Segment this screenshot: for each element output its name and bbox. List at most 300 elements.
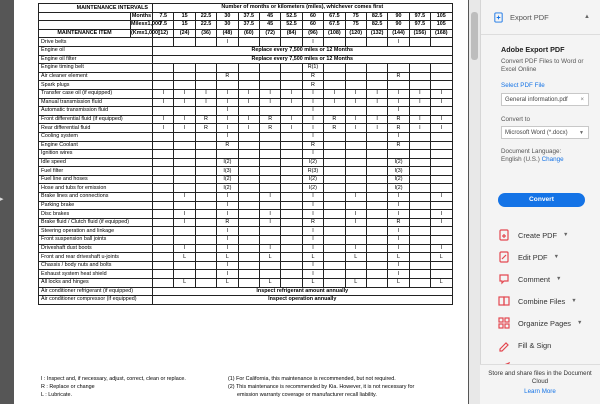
schedule-cell <box>153 81 174 90</box>
schedule-cell <box>195 141 216 150</box>
schedule-cell <box>238 244 259 253</box>
schedule-cell <box>409 210 430 219</box>
miles-row-value: 60 <box>302 21 323 30</box>
schedule-cell: L <box>217 279 238 288</box>
schedule-cell <box>324 167 345 176</box>
schedule-cell <box>259 201 280 210</box>
schedule-cell <box>431 81 452 90</box>
span-note: Inspect refrigerant amount annually <box>153 287 452 296</box>
schedule-cell <box>281 244 302 253</box>
schedule-cell <box>153 236 174 245</box>
schedule-cell <box>366 201 387 210</box>
schedule-cell: I <box>431 193 452 202</box>
schedule-cell <box>431 38 452 47</box>
schedule-cell <box>195 184 216 193</box>
schedule-cell <box>431 132 452 141</box>
schedule-cell <box>153 193 174 202</box>
schedule-cell <box>238 150 259 159</box>
table-row <box>39 46 453 55</box>
maintenance-item: Drive belts <box>39 38 153 47</box>
schedule-cell <box>345 184 366 193</box>
chevron-up-icon[interactable]: ▲ <box>584 14 590 20</box>
schedule-cell <box>366 141 387 150</box>
table-row <box>39 253 453 262</box>
schedule-cell: I <box>409 89 430 98</box>
schedule-cell: I <box>431 98 452 107</box>
km-row-value: (24) <box>174 29 195 38</box>
schedule-cell: I <box>345 193 366 202</box>
schedule-cell <box>153 38 174 47</box>
schedule-cell <box>195 64 216 73</box>
schedule-cell: I(2) <box>388 175 409 184</box>
table-row <box>39 287 453 296</box>
miles-row-value: 22.5 <box>195 21 216 30</box>
schedule-cell: L <box>345 253 366 262</box>
schedule-cell: I <box>217 236 238 245</box>
table-row <box>39 184 453 193</box>
schedule-cell <box>281 158 302 167</box>
schedule-cell: R <box>388 141 409 150</box>
schedule-cell <box>174 167 195 176</box>
schedule-cell <box>366 175 387 184</box>
km-row-value: (168) <box>431 29 452 38</box>
schedule-cell: I <box>388 210 409 219</box>
schedule-cell <box>324 107 345 116</box>
schedule-cell <box>259 38 280 47</box>
schedule-cell <box>409 236 430 245</box>
schedule-cell <box>195 236 216 245</box>
schedule-cell <box>324 175 345 184</box>
maintenance-item: Cooling system <box>39 132 153 141</box>
schedule-cell: I <box>409 115 430 124</box>
schedule-cell: R <box>302 81 323 90</box>
schedule-cell <box>324 236 345 245</box>
interval-description-header: Number of months or kilometers (miles), whichever comes first <box>153 4 452 13</box>
convert-button[interactable]: Convert <box>498 193 585 207</box>
schedule-cell: I <box>302 201 323 210</box>
maintenance-schedule-table <box>38 3 453 305</box>
km-row-value: (120) <box>345 29 366 38</box>
schedule-cell <box>259 236 280 245</box>
maintenance-item: Fuel filter <box>39 167 153 176</box>
footnotes <box>228 376 458 399</box>
schedule-cell <box>195 167 216 176</box>
tool-create-pdf[interactable] <box>498 224 582 246</box>
table-row <box>39 270 453 279</box>
schedule-cell: I <box>345 218 366 227</box>
schedule-cell <box>153 167 174 176</box>
maintenance-item: Automatic transmission fluid <box>39 107 153 116</box>
chevron-down-icon[interactable]: ▼ <box>571 298 577 304</box>
schedule-cell <box>281 175 302 184</box>
schedule-cell: I <box>431 210 452 219</box>
schedule-cell <box>238 184 259 193</box>
schedule-cell <box>153 107 174 116</box>
schedule-cell: I <box>388 227 409 236</box>
schedule-cell <box>366 81 387 90</box>
schedule-cell: I <box>431 115 452 124</box>
maintenance-item: Steering operation and linkage <box>39 227 153 236</box>
tool-label: Fill & Sign <box>518 340 552 350</box>
scrollbar-thumb[interactable] <box>471 12 478 60</box>
schedule-cell <box>324 218 345 227</box>
schedule-cell <box>195 81 216 90</box>
schedule-cell <box>195 261 216 270</box>
months-row-value: 82.5 <box>366 12 387 21</box>
schedule-cell <box>431 201 452 210</box>
schedule-cell <box>174 64 195 73</box>
learn-more-link[interactable]: Learn More <box>524 388 556 395</box>
table-row <box>39 193 453 202</box>
schedule-cell <box>259 270 280 279</box>
table-row <box>39 132 453 141</box>
schedule-cell <box>366 64 387 73</box>
pdf-page <box>14 0 468 404</box>
schedule-cell: I <box>217 227 238 236</box>
schedule-cell: I <box>153 89 174 98</box>
schedule-cell <box>153 64 174 73</box>
schedule-cell: I <box>281 115 302 124</box>
tools-list <box>498 224 582 378</box>
schedule-cell: I <box>174 193 195 202</box>
schedule-cell <box>174 150 195 159</box>
schedule-cell: R <box>388 72 409 81</box>
maintenance-item: Front suspension ball joints <box>39 236 153 245</box>
maintenance-item: Parking brake <box>39 201 153 210</box>
schedule-cell: I <box>238 89 259 98</box>
table-row <box>39 236 453 245</box>
schedule-cell: I(2) <box>217 184 238 193</box>
schedule-cell: I <box>345 210 366 219</box>
schedule-cell <box>431 236 452 245</box>
footnote-line: emission warranty coverage or manufacturer recall liability. <box>237 391 377 398</box>
schedule-cell: I <box>302 261 323 270</box>
schedule-cell: I <box>324 98 345 107</box>
schedule-cell <box>366 236 387 245</box>
schedule-cell <box>388 81 409 90</box>
schedule-cell: L <box>259 253 280 262</box>
miles-row-value: 52.5 <box>281 21 302 30</box>
legend-line: I : Inspect and, if necessary, adjust, correct, clean or replace. <box>41 376 186 382</box>
file-name: General information.pdf <box>505 96 568 103</box>
maintenance-item: Chassis / body nuts and bolts <box>39 261 153 270</box>
schedule-cell: I <box>302 38 323 47</box>
comment-icon <box>498 273 510 285</box>
table-row <box>39 64 453 73</box>
schedule-cell: I <box>388 132 409 141</box>
schedule-cell: I <box>431 89 452 98</box>
schedule-cell <box>281 261 302 270</box>
schedule-cell <box>281 167 302 176</box>
schedule-cell: I <box>217 98 238 107</box>
chevron-down-icon[interactable]: ▼ <box>577 320 583 326</box>
schedule-cell: R <box>302 141 323 150</box>
schedule-cell: I <box>388 38 409 47</box>
schedule-cell: I <box>366 98 387 107</box>
schedule-cell <box>195 244 216 253</box>
table-row <box>39 124 453 133</box>
schedule-cell <box>238 141 259 150</box>
schedule-cell <box>409 253 430 262</box>
format-select[interactable] <box>501 126 589 139</box>
months-row-value: 75 <box>345 12 366 21</box>
schedule-cell: R <box>217 72 238 81</box>
export-pdf-header[interactable] <box>481 0 600 35</box>
schedule-cell <box>409 201 430 210</box>
schedule-cell: I(2) <box>388 184 409 193</box>
schedule-cell <box>259 141 280 150</box>
schedule-cell: I <box>217 89 238 98</box>
km-row-label: (Kmx1,000) <box>131 30 160 37</box>
schedule-cell: I(2) <box>302 158 323 167</box>
schedule-cell <box>345 72 366 81</box>
schedule-cell <box>238 64 259 73</box>
schedule-cell <box>281 210 302 219</box>
table-row <box>39 227 453 236</box>
schedule-cell <box>238 261 259 270</box>
schedule-cell <box>238 193 259 202</box>
schedule-cell <box>366 72 387 81</box>
schedule-cell: I(2) <box>302 175 323 184</box>
table-row <box>39 98 453 107</box>
schedule-cell: I(2) <box>217 158 238 167</box>
km-row-value: (72) <box>259 29 280 38</box>
schedule-cell <box>431 107 452 116</box>
schedule-cell <box>281 132 302 141</box>
schedule-cell <box>174 158 195 167</box>
schedule-cell <box>281 236 302 245</box>
schedule-cell: I <box>388 89 409 98</box>
maintenance-item: Brake lines and connections <box>39 193 153 202</box>
schedule-cell <box>345 236 366 245</box>
schedule-cell <box>153 279 174 288</box>
schedule-cell: I <box>195 98 216 107</box>
schedule-cell: I <box>281 124 302 133</box>
table-row <box>39 55 453 64</box>
schedule-cell: I <box>259 218 280 227</box>
schedule-cell <box>238 81 259 90</box>
schedule-cell <box>281 227 302 236</box>
schedule-cell <box>431 158 452 167</box>
months-row-value: 67.5 <box>324 12 345 21</box>
schedule-cell <box>195 132 216 141</box>
schedule-cell <box>217 64 238 73</box>
schedule-cell <box>153 150 174 159</box>
schedule-cell <box>345 38 366 47</box>
blank-cell <box>39 12 131 21</box>
schedule-cell: R <box>388 218 409 227</box>
schedule-cell <box>153 141 174 150</box>
schedule-cell: I <box>238 115 259 124</box>
schedule-cell: I <box>302 89 323 98</box>
miles-row-value: 67.5 <box>324 21 345 30</box>
miles-row-value: 75 <box>345 21 366 30</box>
vertical-scrollbar[interactable] <box>469 0 480 404</box>
schedule-cell <box>324 81 345 90</box>
schedule-cell <box>174 201 195 210</box>
schedule-cell <box>324 38 345 47</box>
maintenance-item: All locks and hinges <box>39 279 153 288</box>
schedule-cell <box>409 184 430 193</box>
schedule-cell: I <box>388 270 409 279</box>
schedule-cell <box>366 107 387 116</box>
schedule-cell: I <box>409 98 430 107</box>
export-description: Convert PDF Files to Word or Excel Online <box>501 58 584 73</box>
months-row-value: 60 <box>302 12 323 21</box>
schedule-cell: R <box>195 115 216 124</box>
chevron-down-icon[interactable]: ▼ <box>553 254 560 260</box>
km-row-value: (12) <box>153 29 174 38</box>
schedule-cell <box>431 141 452 150</box>
schedule-cell <box>409 132 430 141</box>
schedule-cell <box>153 184 174 193</box>
schedule-cell <box>324 227 345 236</box>
schedule-cell: I <box>281 89 302 98</box>
language-value: English (U.S.) <box>501 156 540 163</box>
selected-file-field[interactable] <box>501 93 589 106</box>
schedule-cell: I <box>345 98 366 107</box>
chevron-down-icon[interactable]: ▼ <box>563 232 569 238</box>
table-row <box>39 115 453 124</box>
maintenance-item: Fuel line and hoses <box>39 175 153 184</box>
table-row <box>39 167 453 176</box>
tool-label: Combine Files <box>518 296 566 306</box>
months-row-value: 90 <box>388 12 409 21</box>
schedule-cell: I <box>366 124 387 133</box>
schedule-cell <box>324 141 345 150</box>
months-row-value: 37.5 <box>238 12 259 21</box>
km-row-value: (156) <box>409 29 430 38</box>
schedule-cell <box>409 218 430 227</box>
clear-file-icon[interactable]: × <box>580 96 584 103</box>
km-row-value: (36) <box>195 29 216 38</box>
promo-text: Store and share files in the Document Cloud <box>488 370 592 385</box>
miles-row-label: Milesx1,000 <box>131 21 161 28</box>
span-note: Inspect operation annually <box>153 296 452 305</box>
schedule-cell <box>366 218 387 227</box>
tool-organize-pages[interactable] <box>498 312 582 334</box>
footnote-line: (2) This maintenance is recommended by Kia. However, it is not necessary for <box>228 383 415 390</box>
maintenance-item: Air conditioner refrigerant (if equipped) <box>39 287 153 296</box>
schedule-cell: I <box>388 107 409 116</box>
schedule-cell: I <box>259 89 280 98</box>
legend-notes <box>41 376 231 399</box>
months-row-value: 22.5 <box>195 12 216 21</box>
schedule-cell <box>281 38 302 47</box>
schedule-cell <box>259 167 280 176</box>
maintenance-item: Air conditioner compressor (if equipped) <box>39 296 153 305</box>
change-language-link[interactable]: Change <box>541 156 564 163</box>
format-value: Microsoft Word (*.docx) <box>505 129 568 136</box>
tool-combine-files[interactable] <box>498 290 582 312</box>
schedule-cell <box>259 150 280 159</box>
schedule-cell <box>281 81 302 90</box>
miles-row-value: 7.5 <box>153 21 174 30</box>
schedule-cell <box>431 64 452 73</box>
tool-fill-sign[interactable] <box>498 334 582 356</box>
intervals-header: MAINTENANCE INTERVALS <box>39 4 153 13</box>
schedule-cell <box>174 261 195 270</box>
schedule-cell: I <box>217 261 238 270</box>
schedule-cell <box>195 72 216 81</box>
schedule-cell <box>409 193 430 202</box>
schedule-cell <box>324 210 345 219</box>
months-row-value: 105 <box>431 12 452 21</box>
schedule-cell: I <box>238 98 259 107</box>
schedule-cell <box>366 193 387 202</box>
maintenance-item: Engine Coolant <box>39 141 153 150</box>
schedule-cell: I <box>302 236 323 245</box>
schedule-cell: R(3) <box>302 167 323 176</box>
document-language <box>501 148 599 164</box>
schedule-cell <box>345 201 366 210</box>
maintenance-item: Front differential fluid (if equipped) <box>39 115 153 124</box>
blank-cell <box>39 21 131 30</box>
schedule-cell <box>345 270 366 279</box>
item-header: MAINTENANCE ITEM <box>39 29 131 38</box>
schedule-cell <box>366 227 387 236</box>
months-row-value: 7.5 <box>153 12 174 21</box>
schedule-cell <box>366 270 387 279</box>
months-row-value: 45 <box>259 12 280 21</box>
schedule-cell <box>195 210 216 219</box>
schedule-cell <box>174 72 195 81</box>
tool-edit-pdf[interactable] <box>498 246 582 268</box>
chevron-down-icon[interactable]: ▼ <box>556 276 562 282</box>
schedule-cell: I <box>302 132 323 141</box>
maintenance-item: Rear differential fluid <box>39 124 153 133</box>
schedule-cell: I <box>174 115 195 124</box>
schedule-cell <box>409 38 430 47</box>
schedule-cell <box>153 218 174 227</box>
miles-row-value: 15 <box>174 21 195 30</box>
schedule-cell: I <box>324 89 345 98</box>
tool-comment[interactable] <box>498 268 582 290</box>
schedule-cell <box>281 279 302 288</box>
schedule-cell <box>366 210 387 219</box>
schedule-cell: I <box>388 193 409 202</box>
export-title: Adobe Export PDF <box>501 45 565 54</box>
schedule-cell <box>238 227 259 236</box>
schedule-cell: I <box>388 236 409 245</box>
schedule-cell <box>238 167 259 176</box>
schedule-cell: I <box>302 124 323 133</box>
schedule-cell <box>153 132 174 141</box>
schedule-cell: I <box>302 98 323 107</box>
schedule-cell <box>195 150 216 159</box>
schedule-cell <box>281 193 302 202</box>
schedule-cell: I <box>153 115 174 124</box>
km-row-value: (60) <box>238 29 259 38</box>
tool-label: Organize Pages <box>518 318 571 328</box>
schedule-cell <box>153 210 174 219</box>
tool-label: Edit PDF <box>518 252 548 262</box>
schedule-cell <box>238 270 259 279</box>
maintenance-item: Engine oil filter <box>39 55 153 64</box>
schedule-cell: I(2) <box>302 184 323 193</box>
left-panel-toggle-icon[interactable]: ▸ <box>0 196 4 203</box>
schedule-cell <box>259 261 280 270</box>
schedule-cell <box>345 107 366 116</box>
schedule-cell <box>409 141 430 150</box>
schedule-cell <box>324 184 345 193</box>
schedule-cell: I <box>174 89 195 98</box>
span-note: Replace every 7,500 miles or 12 Months <box>153 46 452 55</box>
schedule-cell <box>324 64 345 73</box>
schedule-cell <box>217 150 238 159</box>
select-pdf-file-link[interactable]: Select PDF File <box>501 82 545 89</box>
schedule-cell <box>324 193 345 202</box>
